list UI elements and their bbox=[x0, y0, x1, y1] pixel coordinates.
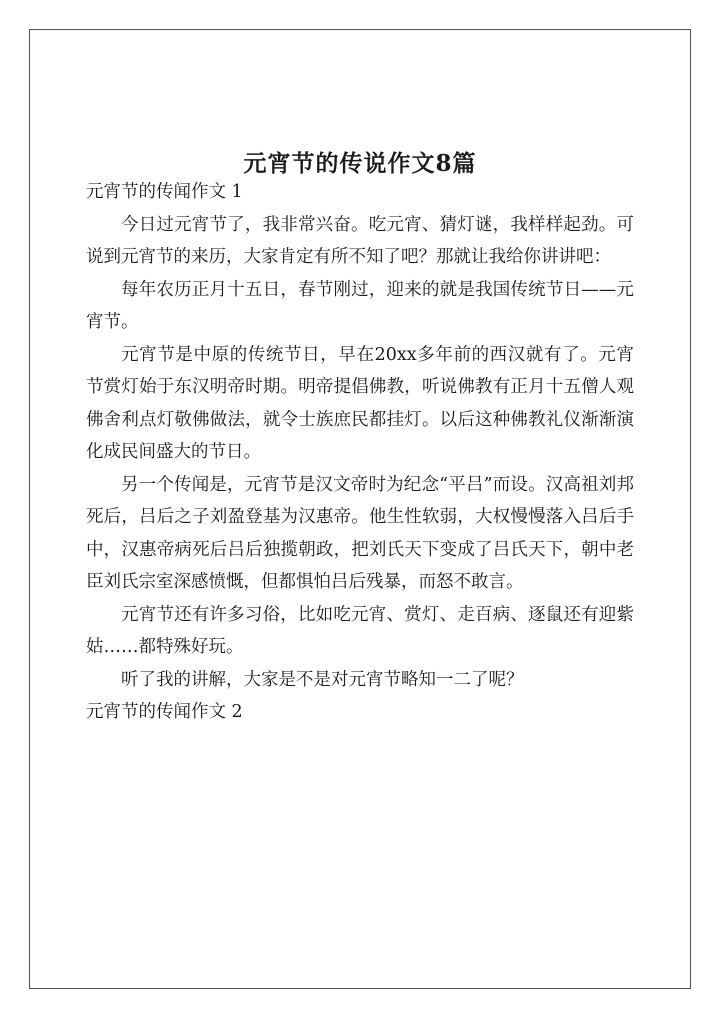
document-body bbox=[86, 176, 634, 729]
paragraph-1: 今日过元宵节了，我非常兴奋。吃元宵、猜灯谜，我样样起劲。可说到元宵节的来历，大家肯定有所不知了吧？那就让我给你讲讲吧： bbox=[86, 214, 634, 267]
paragraph-5: 元宵节还有许多习俗，比如吃元宵、赏灯、走百病、逐鼠还有迎紫姑……都特殊好玩。 bbox=[86, 604, 634, 657]
section-heading-1: 元宵节的传闻作文 1 bbox=[86, 182, 243, 202]
paragraph-2: 每年农历正月十五日，春节刚过，迎来的就是我国传统节日——元宵节。 bbox=[86, 279, 634, 332]
paragraph-6: 听了我的讲解，大家是不是对元宵节略知一二了呢？ bbox=[121, 669, 524, 690]
section-heading-2: 元宵节的传闻作文 2 bbox=[86, 702, 243, 722]
paragraph-4: 另一个传闻是，元宵节是汉文帝时为纪念“平吕”而设。汉高祖刘邦死后，吕后之子刘盈登基为汉惠帝。他生性软弱，大权慢慢落入吕后手中，汉惠帝病死后吕后独揽朝政，把刘氏天下变成了吕氏天下，朝中老臣刘氏宗室深感愤慨，但都惧怕吕后残暴，而怒不敢言。 bbox=[86, 474, 634, 592]
paragraph-3: 元宵节是中原的传统节日，早在20xx多年前的西汉就有了。元宵节赏灯始于东汉明帝时期。明帝提倡佛教，听说佛教有正月十五僧人观佛舍利点灯敬佛做法，就令士族庶民都挂灯。以后这种佛教礼仪渐渐演化成民间盛大的节日。 bbox=[86, 344, 634, 462]
document-title: 元宵节的传说作文8篇 bbox=[243, 150, 477, 177]
